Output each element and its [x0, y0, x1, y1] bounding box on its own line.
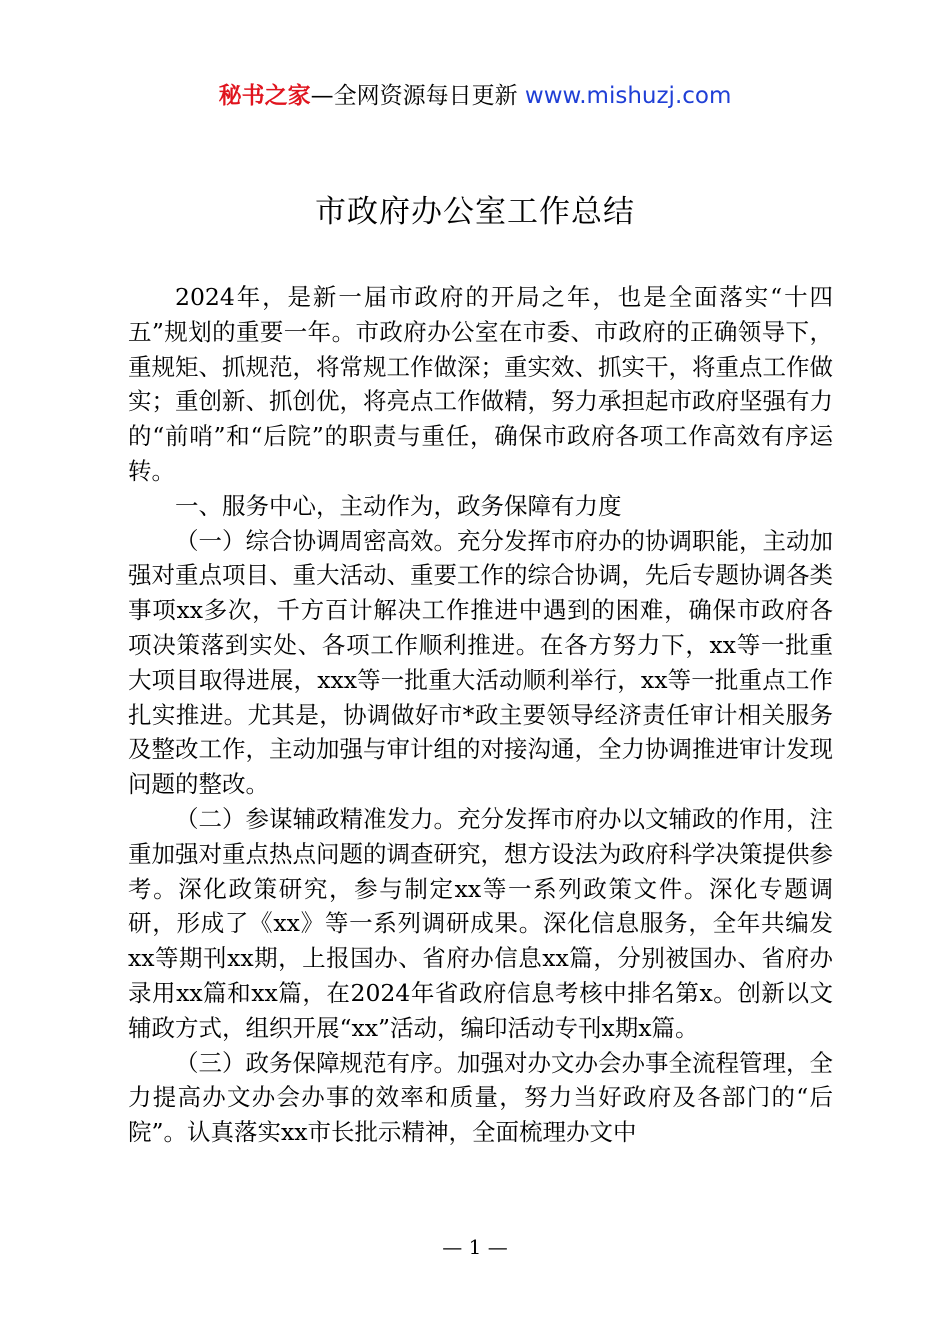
section-heading-1: 一、服务中心，主动作为，政务保障有力度	[175, 491, 622, 520]
page-number: — 1 —	[442, 1235, 508, 1259]
site-slogan: —全网资源每日更新	[310, 83, 525, 109]
intro-paragraph: 2024年，是新一届市政府的开局之年，也是全面落实“十四五”规划的重要一年。市政府办公室在市委、市政府的正确领导下，重规矩、抓规范，将常规工作做深；重实效、抓实干，将重点工作做实；重创新、抓创优，将亮点工作做精，努力承担起市政府坚强有力的“前哨”和“后院”的职责与重任，确保市政府各项工作高效有序运转。	[128, 283, 833, 485]
subsection-paragraph-3: （三）政务保障规范有序。加强对办文办会办事全流程管理，全力提高办文办会办事的效率和质量，努力当好政府及各部门的“后院”。认真落实xx市长批示精神，全面梳理办文中	[128, 1048, 833, 1147]
subsection-paragraph-2: （二）参谋辅政精准发力。充分发挥市府办以文辅政的作用，注重加强对重点热点问题的调查研究，想方设法为政府科学决策提供参考。深化政策研究，参与制定xx等一系列政策文件。深化专题调研，形成了《xx》等一系列调研成果。深化信息服务，全年共编发xx等期刊xx期，上报国办、省府办信息xx篇，分别被国办、省府办录用xx篇和xx篇，在2024年省政府信息考核中排名第x。创新以文辅政方式，组织开展“xx”活动，编印活动专刊x期x篇。	[128, 804, 833, 1042]
site-url-link[interactable]: www.mishuzj.com	[524, 83, 732, 109]
document-body	[128, 280, 833, 1150]
site-header	[0, 80, 950, 112]
site-brand: 秘书之家	[218, 83, 311, 109]
document-title: 市政府办公室工作总结	[315, 194, 635, 230]
subsection-paragraph-1: （一）综合协调周密高效。充分发挥市府办的协调职能，主动加强对重点项目、重大活动、重要工作的综合协调，先后专题协调各类事项xx多次，千方百计解决工作推进中遇到的困难，确保市政府各项决策落到实处、各项工作顺利推进。在各方努力下，xx等一批重大项目取得进展，xxx等一批重大活动顺利举行，xx等一批重点工作扎实推进。尤其是，协调做好市*政主要领导经济责任审计相关服务及整改工作，主动加强与审计组的对接沟通，全力协调推进审计发现问题的整改。	[128, 526, 833, 799]
